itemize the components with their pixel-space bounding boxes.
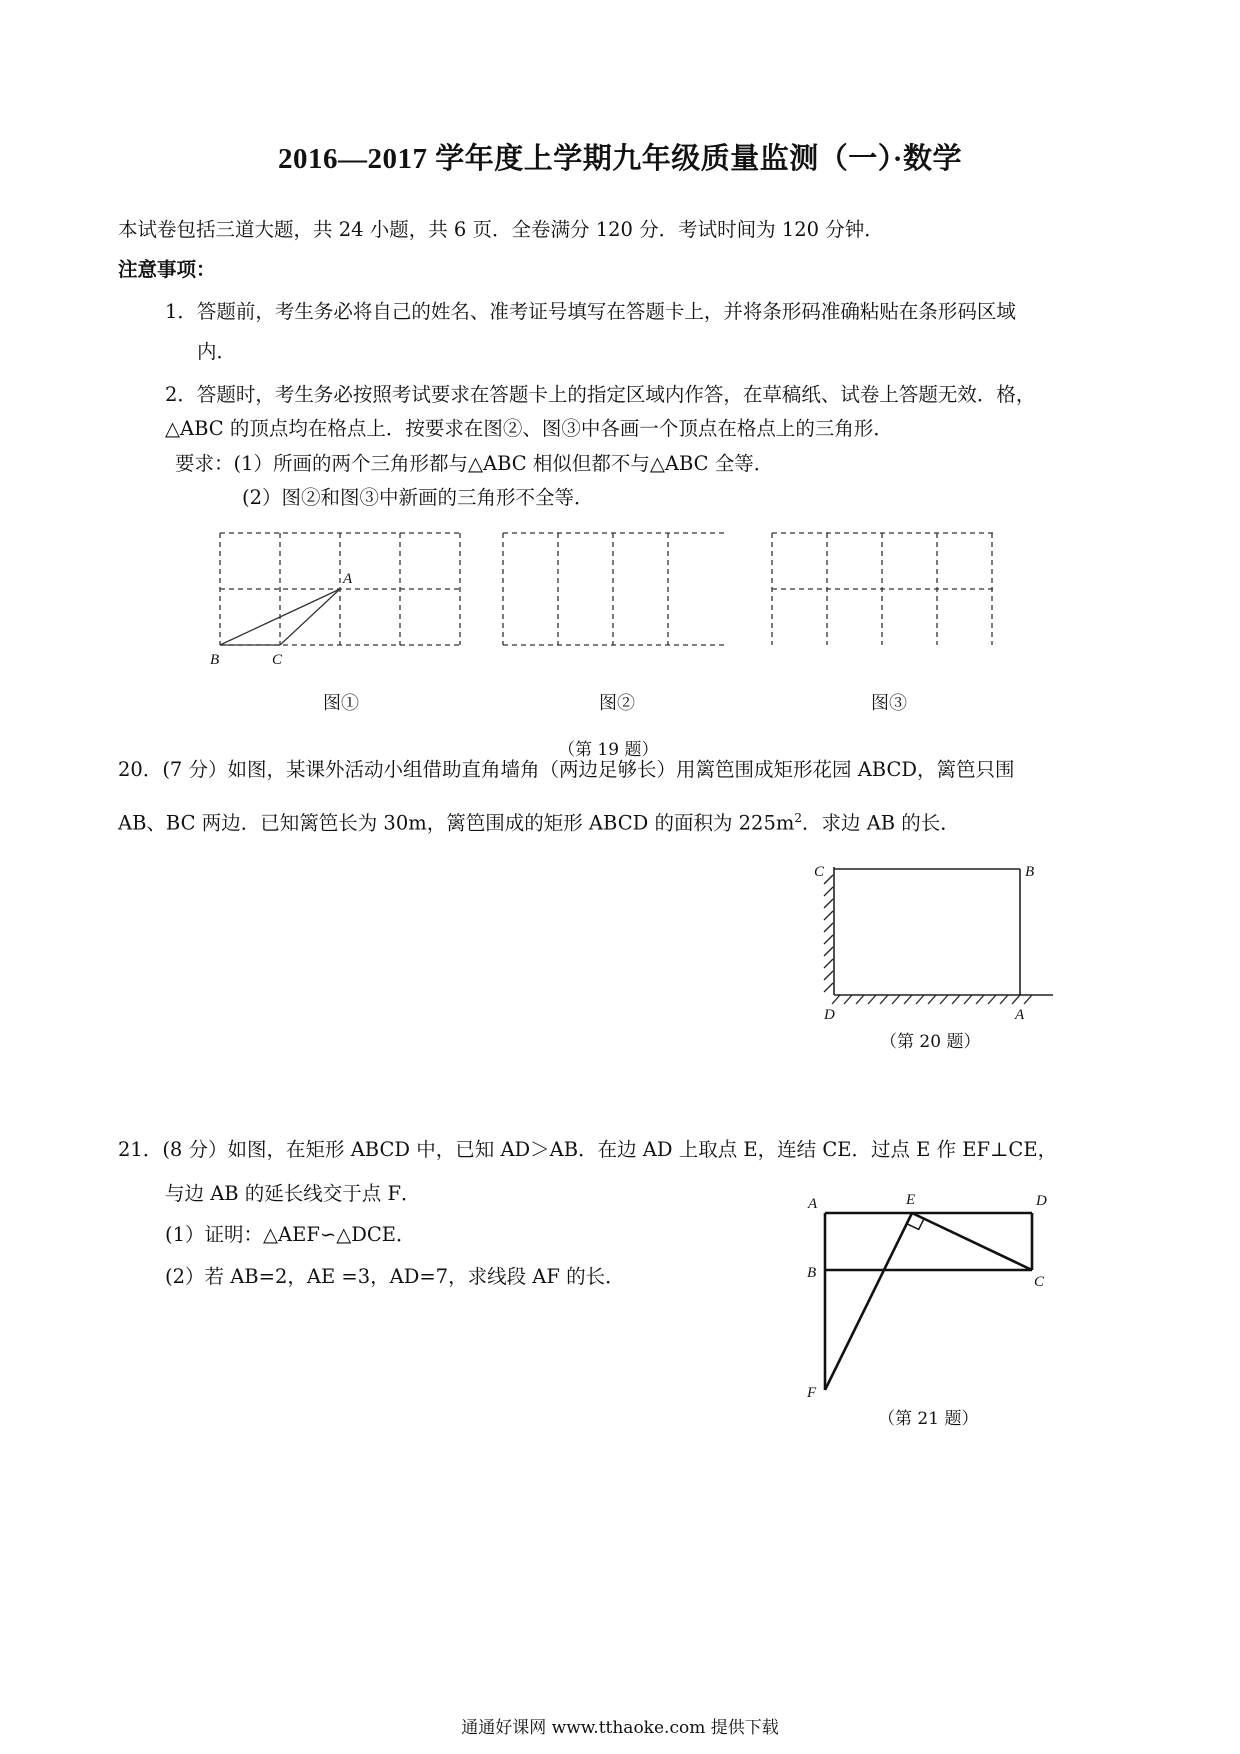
page-title: 2016—2017 学年度上学期九年级质量监测（一）·数学	[278, 143, 962, 175]
q19-grid-figures	[200, 525, 1060, 675]
q21-line2: 与边 AB 的延长线交于点 F．	[165, 1182, 421, 1205]
figure-1-label: 图①	[323, 693, 359, 714]
point-b-label: B	[210, 652, 220, 668]
q19-figure-2-grid	[503, 533, 725, 645]
q20-line1: 20．(7 分）如图，某课外活动小组借助直角墙角（两边足够长）用篱笆围成矩形花园 ABCD，篱笆只围	[118, 758, 1015, 781]
label-d: D	[824, 1007, 835, 1023]
q20-caption: （第 20 题）	[880, 1032, 981, 1052]
notice-2-line1: 2．答题时，考生务必按照考试要求在答题卡上的指定区域内作答，在草稿纸、试卷上答题无效．格，	[165, 383, 1036, 406]
label-a: A	[1015, 1007, 1025, 1023]
q19-caption: （第 19 题）	[558, 740, 659, 760]
exam-intro: 本试卷包括三道大题，共 24 小题，共 6 页．全卷满分 120 分．考试时间为 120 分钟．	[118, 218, 884, 241]
point-a-label: A	[343, 571, 353, 587]
notice-2-line2: △ABC 的顶点均在格点上．按要求在图②、图③中各画一个顶点在格点上的三角形．	[165, 417, 893, 440]
q20-line2-main: AB、BC 两边．已知篱笆长为 30m，篱笆围成的矩形 ABCD 的面积为 225m	[118, 811, 795, 835]
point-c-label: C	[272, 652, 283, 668]
q20-area-exponent: 2	[794, 811, 802, 825]
notice-1-line1: 1．答题前，考生务必将自己的姓名、准考证号填写在答题卡上，并将条形码准确粘贴在条形码区域	[165, 300, 1016, 323]
q21-label-a: A	[808, 1196, 818, 1212]
page-footer: 通通好课网 www.tthaoke.com 提供下载	[461, 1718, 779, 1738]
q21-label-d: D	[1036, 1193, 1047, 1209]
label-b: B	[1025, 864, 1035, 880]
q21-caption: （第 21 题）	[878, 1409, 979, 1429]
segment-ec	[912, 1213, 1032, 1270]
q21-label-e: E	[906, 1192, 916, 1208]
label-c: C	[814, 864, 825, 880]
garden-rectangle	[834, 867, 1053, 995]
requirement-2: (2）图②和图③中新画的三角形不全等．	[242, 486, 594, 509]
figure-3-label: 图③	[871, 693, 907, 714]
q20-figure	[810, 855, 1070, 1025]
q21-part1: (1）证明：△AEF∽△DCE．	[165, 1223, 416, 1246]
q20-line2-end: ．求边 AB 的长．	[802, 811, 960, 835]
requirement-1: 要求：(1）所画的两个三角形都与△ABC 相似但都不与△ABC 全等．	[175, 452, 774, 475]
q21-label-b: B	[807, 1265, 817, 1281]
q21-figure	[800, 1185, 1070, 1400]
notice-heading: 注意事项：	[118, 258, 216, 281]
wall-hatching-horizontal	[832, 995, 1032, 1004]
q21-label-c: C	[1034, 1274, 1045, 1290]
figure-2-label: 图②	[599, 693, 635, 714]
wall-hatching-vertical	[824, 875, 833, 992]
q19-figure-3-grid	[772, 533, 995, 645]
q21-part2: (2）若 AB=2，AE =3，AD=7，求线段 AF 的长．	[165, 1265, 625, 1288]
q21-label-f: F	[807, 1385, 817, 1400]
segment-ef	[825, 1213, 912, 1390]
q21-line1: 21．(8 分）如图，在矩形 ABCD 中，已知 AD＞AB．在边 AD 上取点 E，连结 CE．过点 E 作 EF⊥CE，	[118, 1138, 1058, 1161]
q20-line2	[118, 803, 960, 839]
notice-1-line2: 内．	[197, 340, 237, 363]
